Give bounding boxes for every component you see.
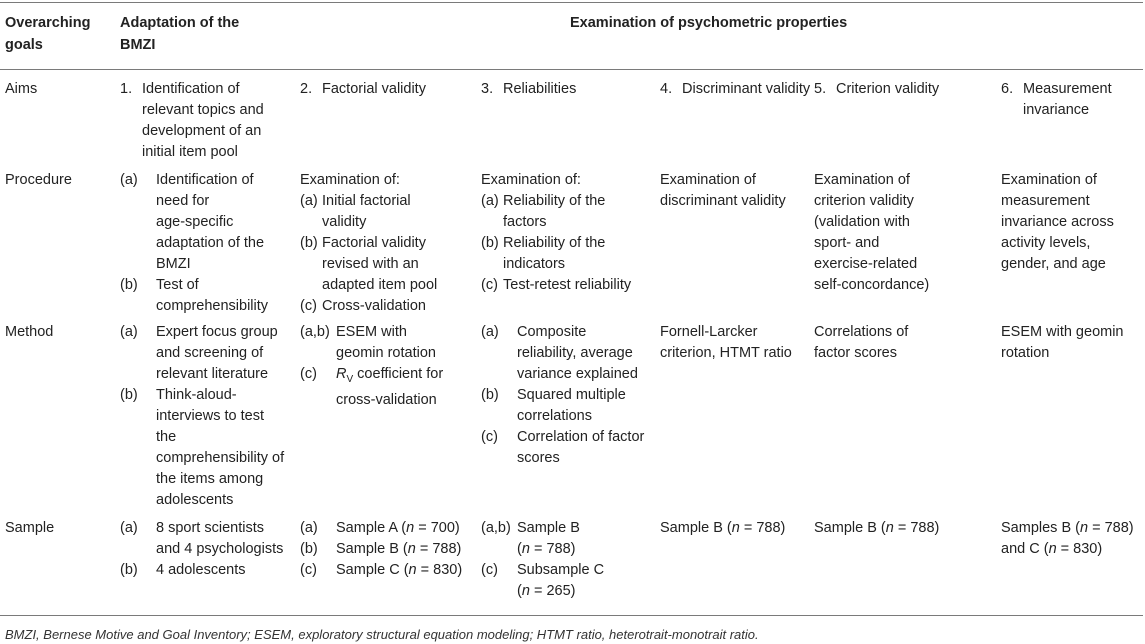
aims-discriminant-validity: 4. Discriminant validity (660, 81, 811, 97)
procedure-adaptation: (a) Identification of need for age-specific adaptation of the BMZI (b) Test of comprehensibility (120, 172, 269, 314)
aims-adaptation: 1. Identification of relevant topics and development of an initial item pool (120, 81, 264, 160)
row-label-aims: Aims (5, 81, 38, 97)
method-reliabilities: (a) Composite reliability, average variance explained (b) Squared multiple correlations (c) Correlation of factor scores (481, 324, 645, 466)
sample-discriminant-validity: Sample B (n = 788) (660, 520, 786, 536)
aims-factorial-validity: 2. Factorial validity (300, 81, 426, 97)
table-header-rule (0, 69, 1143, 70)
aims-criterion-validity: 5. Criterion validity (814, 81, 940, 97)
table-top-rule (0, 2, 1143, 3)
aims-measurement-invariance: 6. Measurement invariance (1001, 81, 1112, 118)
table-footnote: BMZI, Bernese Motive and Goal Inventory; ESEM, exploratory structural equation modeling; HTMT ratio, heterotrait-monotrait ratio. (5, 627, 759, 642)
procedure-criterion-validity: Examination of criterion validity (validation with sport- and exercise-related self-concordance) (814, 172, 930, 293)
method-adaptation: (a) Expert focus group and screening of relevant literature (b) Think-aloud- interviews to test the comprehensibility of the items among adolescents (120, 324, 285, 508)
procedure-factorial-validity: Examination of: (a) Initial factorial validity (b) Factorial validity revised with an adapted item pool (c) Cross-validation (300, 172, 438, 314)
sample-factorial-validity: (a) Sample A (n = 700) (b) Sample B (n = 788) (c) Sample C (n = 830) (300, 520, 463, 578)
procedure-reliabilities: Examination of: (a) Reliability of the factors (b) Reliability of the indicators (c) Test-retest reliability (481, 172, 632, 293)
method-discriminant-validity: Fornell-Larcker criterion, HTMT ratio (660, 324, 792, 361)
method-factorial-validity: (a,b) ESEM with geomin rotation (c) $R_V$ coefficient for cross-validation (300, 324, 444, 408)
table-bottom-rule (0, 615, 1143, 616)
row-label-sample: Sample (5, 520, 55, 536)
row-label-procedure: Procedure (5, 172, 72, 188)
sample-reliabilities: (a,b) Sample B (n = 788) (c) Subsample C (n = 265) (481, 520, 605, 599)
procedure-discriminant-validity: Examination of discriminant validity (660, 172, 786, 209)
header-adaptation: Adaptation of the BMZI (120, 15, 240, 53)
header-examination: Examination of psychometric properties (570, 15, 848, 31)
row-label-method: Method (5, 324, 54, 340)
sample-criterion-validity: Sample B (n = 788) (814, 520, 940, 536)
method-criterion-validity: Correlations of factor scores (814, 324, 909, 361)
aims-reliabilities: 3. Reliabilities (481, 81, 577, 97)
sample-measurement-invariance: Samples B (n = 788) and C (n = 830) (1001, 520, 1134, 557)
header-overarching-goals: Overarching goals (5, 15, 91, 53)
method-measurement-invariance: ESEM with geomin rotation (1001, 324, 1124, 361)
sample-adaptation: (a) 8 sport scientists and 4 psychologists (b) 4 adolescents (120, 520, 284, 578)
procedure-measurement-invariance: Examination of measurement invariance across activity levels, gender, and age (1001, 172, 1114, 272)
